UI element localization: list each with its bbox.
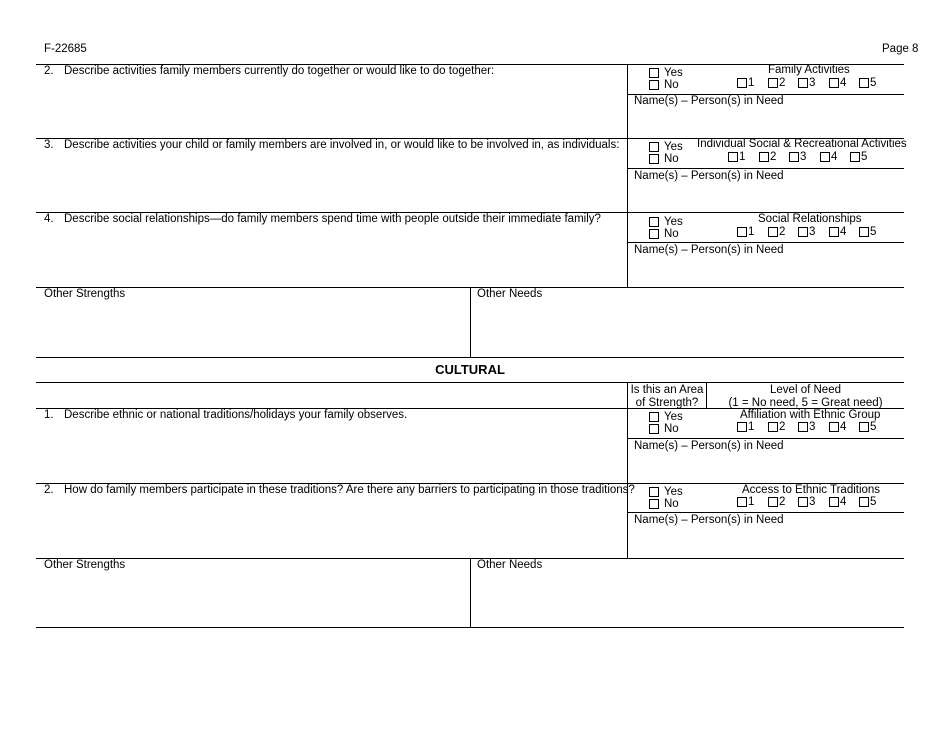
level-1-checkbox[interactable]	[737, 78, 747, 88]
need-header-line: Level of Need	[770, 384, 841, 396]
level-label: 1	[739, 151, 746, 163]
need-header	[707, 384, 904, 410]
no-checkbox[interactable]	[649, 80, 659, 90]
level-4-checkbox[interactable]	[829, 422, 839, 432]
level-4-checkbox[interactable]	[829, 497, 839, 507]
need-title: Affiliation with Ethnic Group	[740, 409, 881, 421]
level-2-checkbox[interactable]	[768, 497, 778, 507]
level-label: 3	[809, 226, 816, 238]
strength-header	[628, 384, 706, 410]
question-number: 2.	[44, 484, 54, 496]
no-checkbox[interactable]	[649, 229, 659, 239]
question-text: Describe social relationships—do family members spend time with people outside their immediate family?	[64, 213, 601, 225]
no-label: No	[664, 79, 679, 91]
level-1-checkbox[interactable]	[737, 497, 747, 507]
level-label: 3	[800, 151, 807, 163]
question-text: Describe ethnic or national traditions/holidays your family observes.	[64, 409, 408, 421]
level-4-checkbox[interactable]	[829, 227, 839, 237]
level-label: 2	[779, 226, 786, 238]
no-checkbox[interactable]	[649, 154, 659, 164]
no-label: No	[664, 153, 679, 165]
level-label: 3	[809, 77, 816, 89]
level-3-checkbox[interactable]	[789, 152, 799, 162]
names-label: Name(s) – Person(s) in Need	[634, 440, 784, 452]
other-strengths-label: Other Strengths	[44, 288, 126, 300]
yes-checkbox[interactable]	[649, 487, 659, 497]
yes-checkbox[interactable]	[649, 412, 659, 422]
other-needs-label: Other Needs	[477, 288, 543, 300]
level-label: 3	[809, 421, 816, 433]
level-3-checkbox[interactable]	[798, 422, 808, 432]
level-label: 5	[870, 496, 877, 508]
question-text: Describe activities family members currently do together or would like to do together:	[64, 65, 495, 77]
level-1-checkbox[interactable]	[737, 422, 747, 432]
level-3-checkbox[interactable]	[798, 497, 808, 507]
yes-checkbox[interactable]	[649, 142, 659, 152]
level-label: 1	[748, 496, 755, 508]
level-4-checkbox[interactable]	[820, 152, 830, 162]
level-2-checkbox[interactable]	[759, 152, 769, 162]
page-number: Page 8	[882, 43, 919, 55]
no-checkbox[interactable]	[649, 424, 659, 434]
yes-checkbox[interactable]	[649, 68, 659, 78]
level-5-checkbox[interactable]	[859, 227, 869, 237]
level-label: 4	[840, 421, 847, 433]
level-label: 4	[840, 496, 847, 508]
level-label: 5	[870, 77, 877, 89]
level-1-checkbox[interactable]	[737, 227, 747, 237]
level-2-checkbox[interactable]	[768, 422, 778, 432]
need-header-line: (1 = No need, 5 = Great need)	[728, 397, 883, 409]
level-label: 4	[831, 151, 838, 163]
level-3-checkbox[interactable]	[798, 78, 808, 88]
no-checkbox[interactable]	[649, 499, 659, 509]
level-2-checkbox[interactable]	[768, 227, 778, 237]
level-5-checkbox[interactable]	[859, 497, 869, 507]
level-label: 2	[779, 77, 786, 89]
question-number: 2.	[44, 65, 54, 77]
level-label: 4	[840, 77, 847, 89]
other-strengths-label: Other Strengths	[44, 559, 126, 571]
names-label: Name(s) – Person(s) in Need	[634, 244, 784, 256]
need-title: Individual Social & Recreational Activities	[697, 138, 907, 150]
need-title: Access to Ethnic Traditions	[742, 484, 881, 496]
names-label: Name(s) – Person(s) in Need	[634, 514, 784, 526]
question-number: 1.	[44, 409, 54, 421]
yes-label: Yes	[664, 486, 683, 498]
level-5-checkbox[interactable]	[859, 78, 869, 88]
level-5-checkbox[interactable]	[850, 152, 860, 162]
question-text: Describe activities your child or family members are involved in, or would like to be involved in, as individuals:	[64, 139, 620, 151]
yes-label: Yes	[664, 411, 683, 423]
section-title: CULTURAL	[435, 362, 505, 377]
other-needs-label: Other Needs	[477, 559, 543, 571]
yes-checkbox[interactable]	[649, 217, 659, 227]
level-label: 5	[861, 151, 868, 163]
question-number: 3.	[44, 139, 54, 151]
no-label: No	[664, 228, 679, 240]
level-label: 1	[748, 421, 755, 433]
level-label: 1	[748, 77, 755, 89]
no-label: No	[664, 498, 679, 510]
level-label: 2	[770, 151, 777, 163]
level-2-checkbox[interactable]	[768, 78, 778, 88]
level-label: 2	[779, 421, 786, 433]
strength-header-line: of Strength?	[635, 397, 699, 409]
level-5-checkbox[interactable]	[859, 422, 869, 432]
question-text: How do family members participate in these traditions? Are there any barriers to participating in those traditions?	[64, 484, 635, 496]
level-label: 5	[870, 226, 877, 238]
names-label: Name(s) – Person(s) in Need	[634, 170, 784, 182]
level-1-checkbox[interactable]	[728, 152, 738, 162]
level-label: 1	[748, 226, 755, 238]
level-3-checkbox[interactable]	[798, 227, 808, 237]
level-label: 5	[870, 421, 877, 433]
need-title: Family Activities	[768, 64, 850, 76]
question-number: 4.	[44, 213, 54, 225]
yes-label: Yes	[664, 67, 683, 79]
need-title: Social Relationships	[758, 213, 862, 225]
level-4-checkbox[interactable]	[829, 78, 839, 88]
yes-label: Yes	[664, 141, 683, 153]
form-number: F-22685	[44, 43, 87, 55]
level-label: 3	[809, 496, 816, 508]
no-label: No	[664, 423, 679, 435]
names-label: Name(s) – Person(s) in Need	[634, 95, 784, 107]
yes-label: Yes	[664, 216, 683, 228]
level-label: 2	[779, 496, 786, 508]
strength-header-line: Is this an Area	[630, 384, 704, 396]
level-label: 4	[840, 226, 847, 238]
